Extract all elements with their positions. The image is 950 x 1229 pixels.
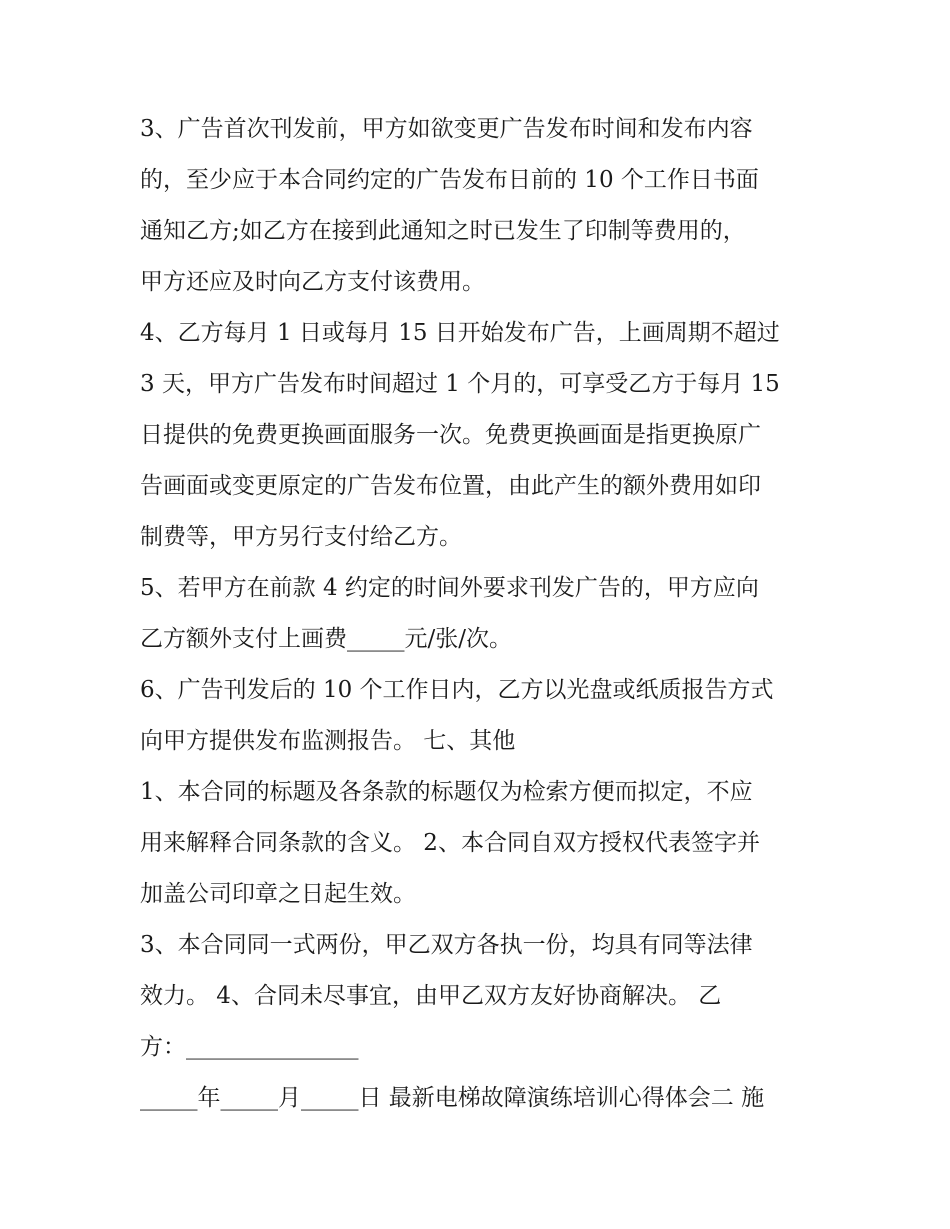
text-line: 向甲方提供发布监测报告。 七、其他 — [140, 728, 516, 754]
text-line: 3 天，甲方广告发布时间超过 1 个月的，可享受乙方于每月 15 — [140, 371, 780, 397]
text-line: 用来解释合同条款的含义。 2、本合同自双方授权代表签字并 — [140, 830, 760, 856]
text-line: 加盖公司印章之日起生效。 — [140, 881, 416, 907]
text-line: 制费等，甲方另行支付给乙方。 — [140, 524, 462, 550]
text-line: 1、本合同的标题及各条款的标题仅为检索方便而拟定，不应 — [140, 779, 753, 805]
text-line: 甲方还应及时向乙方支付该费用。 — [140, 269, 485, 295]
text-line: 5、若甲方在前款 4 约定的时间外要求刊发广告的，甲方应向 — [140, 575, 759, 601]
text-line: 乙方额外支付上画费_____元/张/次。 — [140, 626, 512, 652]
text-line: 日提供的免费更换画面服务一次。免费更换画面是指更换原广 — [140, 422, 761, 448]
text-line: 效力。 4、合同未尽事宜，由甲乙双方友好协商解决。 乙 — [140, 983, 722, 1009]
text-line: 告画面或变更原定的广告发布位置，由此产生的额外费用如印 — [140, 473, 761, 499]
text-line: 3、广告首次刊发前，甲方如欲变更广告发布时间和发布内容 — [140, 116, 753, 142]
text-line: _____年_____月_____日 最新电梯故障演练培训心得体会二 施 — [140, 1085, 765, 1111]
text-line: 4、乙方每月 1 日或每月 15 日开始发布广告，上画周期不超过 — [140, 320, 780, 346]
text-line: 通知乙方;如乙方在接到此通知之时已发生了印制等费用的， — [140, 218, 746, 244]
text-line: 的，至少应于本合同约定的广告发布日前的 10 个工作日书面 — [140, 167, 759, 193]
text-line: 6、广告刊发后的 10 个工作日内，乙方以光盘或纸质报告方式 — [140, 677, 774, 703]
text-line: 方：_______________ — [140, 1034, 359, 1060]
text-line: 3、本合同同一式两份，甲乙双方各执一份，均具有同等法律 — [140, 932, 753, 958]
